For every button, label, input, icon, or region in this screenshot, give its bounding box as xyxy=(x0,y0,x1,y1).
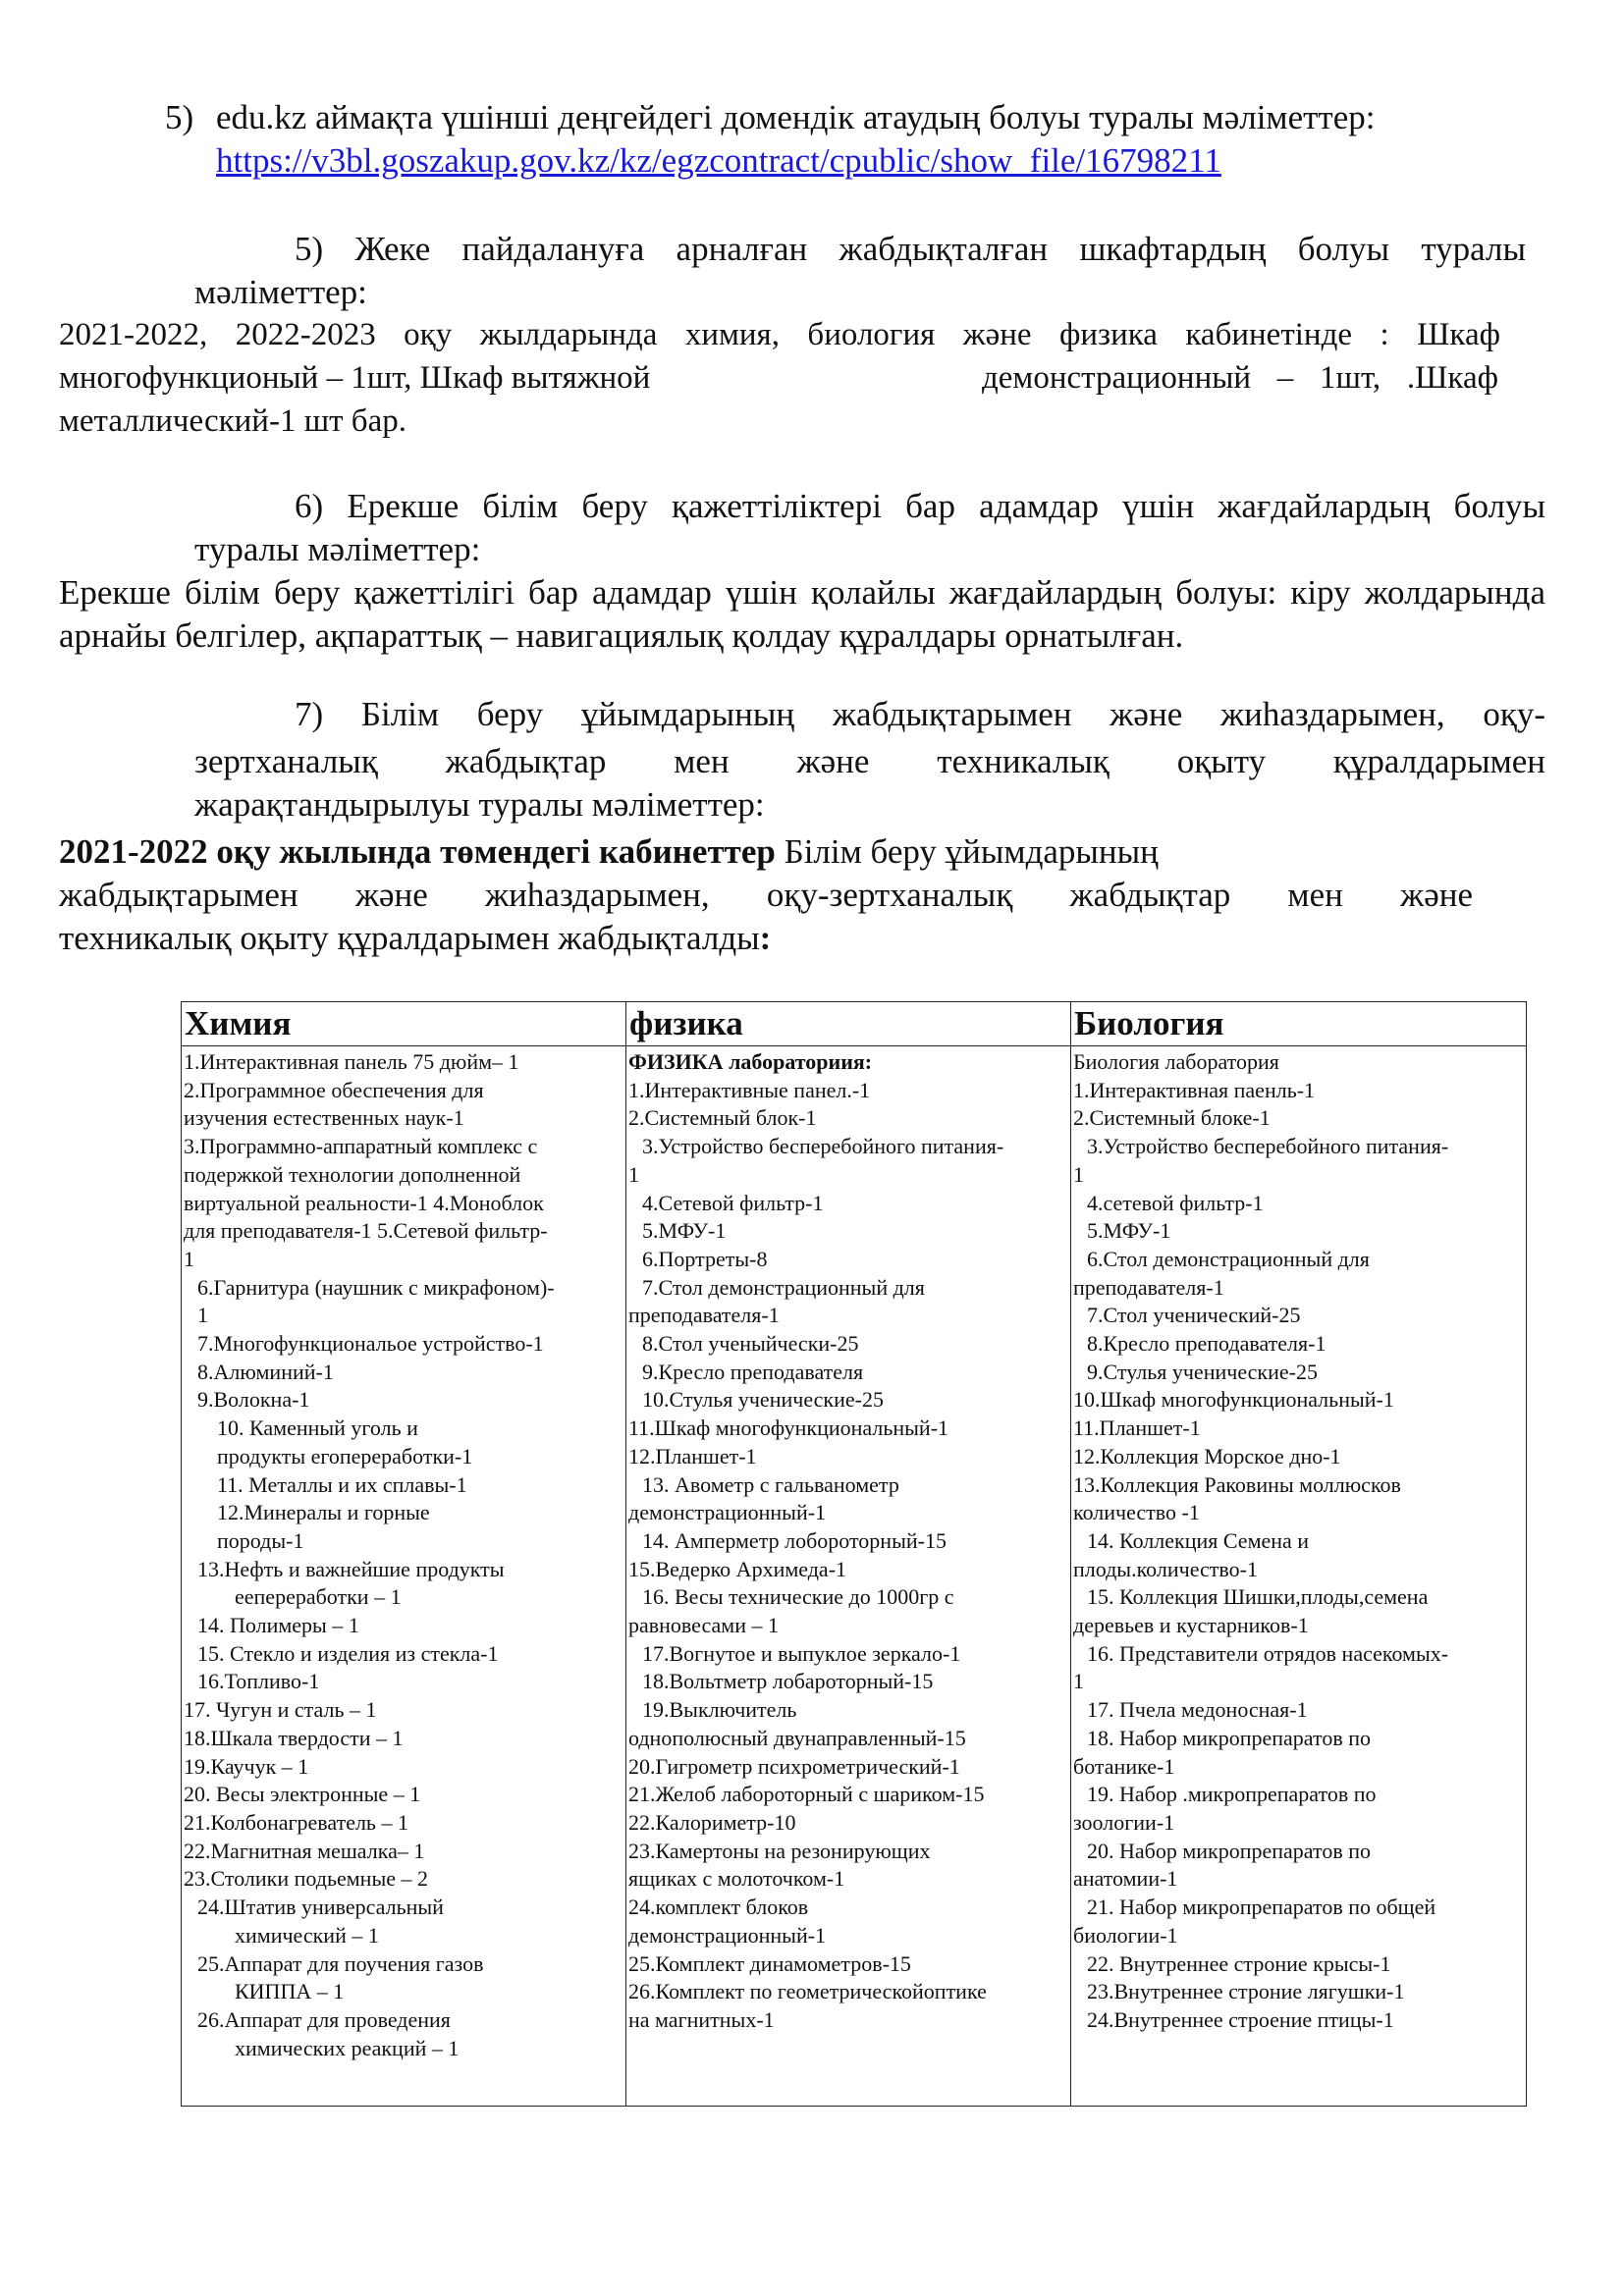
physics-item-line: 1.Интерактивные панел.-1 xyxy=(628,1077,871,1102)
biology-item-line: 11.Планшет-1 xyxy=(1073,1415,1201,1441)
item7-body-line2: жабдықтарымен және жиһаздарымен, оқу-зертханалық жабдықтар мен және xyxy=(59,876,1473,914)
item5b-body-line2b: демонстрационный – 1шт, .Шкаф xyxy=(982,360,1498,396)
physics-item-line: 9.Кресло преподавателя xyxy=(642,1359,864,1384)
biology-item-line: 21. Набор микропрепаратов по общей xyxy=(1087,1895,1436,1920)
item6-heading-line2: туралы мәліметтер: xyxy=(194,530,481,568)
equipment-table xyxy=(181,1001,1527,2107)
chemistry-item-line: 10. Каменный уголь и xyxy=(217,1415,418,1441)
chemistry-item-line: 12.Минералы и горные xyxy=(217,1500,430,1525)
physics-item-line: 6.Портреты-8 xyxy=(642,1246,768,1271)
physics-item-line: ящиках с молоточком-1 xyxy=(628,1866,845,1892)
item7-heading-line3: жарақтандырылуы туралы мәліметтер: xyxy=(194,785,765,824)
physics-item-line: 13. Авометр с гальванометр xyxy=(642,1471,899,1497)
chemistry-item-line: 20. Весы электронные – 1 xyxy=(184,1782,421,1807)
header-chemistry: Химия xyxy=(182,1002,626,1046)
physics-item-line: ФИЗИКА лабораториия: xyxy=(628,1049,873,1074)
chemistry-item-line: 21.Колбонагреватель – 1 xyxy=(184,1809,408,1835)
item6-body-line1: Ерекше білім беру қажеттілігі бар адамдар үшін қолайлы жағдайлардың болуы: кіру жолдарында xyxy=(59,573,1545,612)
physics-column xyxy=(626,1046,1071,2107)
biology-item-line: 13.Коллекция Раковины моллюсков xyxy=(1073,1471,1401,1497)
biology-item-line: 1.Интерактивная паенль-1 xyxy=(1073,1077,1316,1102)
chemistry-item-line: виртуальной реальности-1 4.Моноблок xyxy=(184,1190,544,1215)
chemistry-item-line: 2.Программное обеспечения для xyxy=(184,1077,484,1102)
physics-item-line: 15.Ведерко Архимеда-1 xyxy=(628,1556,847,1581)
physics-item-line: 17.Вогнутое и выпуклое зеркало-1 xyxy=(642,1640,961,1666)
biology-item-line: 24.Внутреннее строение птицы-1 xyxy=(1087,2006,1394,2032)
item6-heading-line1: 6) Ерекше білім беру қажеттіліктері бар адамдар үшін жағдайлардың болуы xyxy=(295,487,1545,525)
item5-text: edu.kz аймақта үшінші деңгейдегі домендік атаудың болуы туралы мәліметтер: xyxy=(216,98,1376,136)
item5b-body-line1: 2021-2022, 2022-2023 оқу жылдарында химия, биология және физика кабинетінде : Шкаф xyxy=(59,317,1500,352)
biology-item-line: 2.Системный блоке-1 xyxy=(1073,1105,1271,1131)
chemistry-item-line: 16.Топливо-1 xyxy=(197,1669,320,1694)
biology-item-line: 12.Коллекция Морское дно-1 xyxy=(1073,1443,1341,1468)
header-physics: физика xyxy=(626,1002,1071,1046)
chemistry-item-line: 1.Интерактивная панель 75 дюйм– 1 xyxy=(184,1049,519,1074)
physics-item-line: 21.Желоб лабороторный с шариком-15 xyxy=(628,1782,985,1807)
chemistry-item-line: 3.Программно-аппаратный комплекс с xyxy=(184,1134,538,1159)
biology-item-line: биологии-1 xyxy=(1073,1922,1178,1948)
biology-item-line: ботанике-1 xyxy=(1073,1753,1175,1779)
table-header-row xyxy=(182,1002,1527,1046)
physics-item-line: 4.Сетевой фильтр-1 xyxy=(642,1190,824,1215)
chemistry-item-line: породы-1 xyxy=(217,1527,304,1553)
biology-item-line: 19. Набор .микропрепаратов по xyxy=(1087,1782,1377,1807)
biology-item-line: 6.Стол демонстрационный для xyxy=(1087,1246,1370,1271)
physics-item-line: равновесами – 1 xyxy=(628,1613,779,1638)
chemistry-item-line: химический – 1 xyxy=(235,1922,379,1948)
chemistry-item-line: для преподавателя-1 5.Сетевой фильтр- xyxy=(184,1218,548,1244)
biology-item-line: 17. Пчела медоносная-1 xyxy=(1087,1697,1308,1723)
physics-item-line: 1 xyxy=(628,1161,639,1187)
table-body-row xyxy=(182,1046,1527,2107)
physics-item-line: 14. Амперметр лобороторный-15 xyxy=(642,1527,947,1553)
biology-item-line: 5.МФУ-1 xyxy=(1087,1218,1171,1244)
biology-item-line: 20. Набор микропрепаратов по xyxy=(1087,1838,1371,1863)
physics-item-line: 16. Весы технические до 1000гр с xyxy=(642,1584,954,1610)
item7-body-line3: техникалық оқыту құралдарымен жабдықталды: xyxy=(59,919,772,957)
chemistry-item-line: продукты егопереработки-1 xyxy=(217,1443,473,1468)
biology-item-line: 10.Шкаф многофункциональный-1 xyxy=(1073,1387,1394,1413)
biology-item-line: 23.Внутреннее строние лягушки-1 xyxy=(1087,1979,1405,2004)
physics-item-line: 3.Устройство бесперебойного питания- xyxy=(642,1134,1004,1159)
item5b-heading-line1: 5) Жеке пайдалануға арналған жабдықталған шкафтардың болуы туралы xyxy=(295,230,1526,268)
chemistry-item-line: 26.Аппарат для проведения xyxy=(197,2006,451,2032)
physics-item-line: 19.Выключитель xyxy=(642,1697,797,1723)
chemistry-item-line: 22.Магнитная мешалка– 1 xyxy=(184,1838,425,1863)
physics-item-line: 10.Стулья ученические-25 xyxy=(642,1387,884,1413)
biology-item-line: 14. Коллекция Семена и xyxy=(1087,1527,1310,1553)
item7-body-bold: 2021-2022 оқу жылында төмендегі кабинеттер xyxy=(59,832,776,871)
physics-item-line: 23.Камертоны на резонирующих xyxy=(628,1838,931,1863)
chemistry-item-line: 1 xyxy=(184,1246,194,1271)
physics-item-line: 24.комплект блоков xyxy=(628,1895,809,1920)
biology-item-line: деревьев и кустарников-1 xyxy=(1073,1613,1309,1638)
item5b-body-line3: металлический-1 шт бар. xyxy=(59,403,406,439)
physics-item-line: 20.Гигрометр психрометрический-1 xyxy=(628,1753,960,1779)
chemistry-item-line: 24.Штатив универсальный xyxy=(197,1895,444,1920)
chemistry-item-line: еепереработки – 1 xyxy=(235,1584,402,1610)
goszakup-link[interactable]: https://v3bl.goszakup.gov.kz/kz/egzcontract/cpublic/show_file/16798211 xyxy=(216,141,1221,180)
chemistry-item-line: 17. Чугун и сталь – 1 xyxy=(184,1697,377,1723)
chemistry-item-line: 15. Стекло и изделия из стекла-1 xyxy=(197,1640,499,1666)
physics-item-line: 25.Комплект динамометров-15 xyxy=(628,1950,911,1976)
biology-item-line: 3.Устройство бесперебойного питания- xyxy=(1087,1134,1449,1159)
physics-item-line: 18.Вольтметр лобароторный-15 xyxy=(642,1669,934,1694)
chemistry-item-line: 23.Столики подьемные – 2 xyxy=(184,1866,429,1892)
item7-heading-line2: зертханалық жабдықтар мен және техникалық оқыту құралдарымен xyxy=(194,742,1545,780)
biology-item-line: 1 xyxy=(1073,1669,1084,1694)
biology-item-line: Биология лаборатория xyxy=(1073,1049,1279,1074)
biology-item-line: зоологии-1 xyxy=(1073,1809,1175,1835)
chemistry-item-line: 18.Шкала твердости – 1 xyxy=(184,1725,404,1750)
physics-item-line: 2.Системный блок-1 xyxy=(628,1105,817,1131)
item7-body-line1-rest: Білім беру ұйымдарының xyxy=(775,832,1159,871)
biology-item-line: плоды.количество-1 xyxy=(1073,1556,1258,1581)
item5-number: 5) xyxy=(165,98,194,136)
chemistry-item-line: 19.Каучук – 1 xyxy=(184,1753,309,1779)
item7-body-line1 xyxy=(59,830,1159,874)
physics-item-line: 5.МФУ-1 xyxy=(642,1218,727,1244)
physics-item-line: демонстрационный-1 xyxy=(628,1922,827,1948)
physics-item-line: 7.Стол демонстрационный для xyxy=(642,1274,925,1300)
chemistry-item-line: 9.Волокна-1 xyxy=(197,1387,310,1413)
biology-item-line: 15. Коллекция Шишки,плоды,семена xyxy=(1087,1584,1429,1610)
biology-item-line: 7.Стол ученический-25 xyxy=(1087,1303,1301,1328)
biology-item-line: 8.Кресло преподавателя-1 xyxy=(1087,1331,1326,1357)
biology-item-line: анатомии-1 xyxy=(1073,1866,1178,1892)
biology-item-line: 16. Представители отрядов насекомых- xyxy=(1087,1640,1449,1666)
chemistry-item-line: химических реакций – 1 xyxy=(235,2035,460,2060)
physics-item-line: 12.Планшет-1 xyxy=(628,1443,757,1468)
chemistry-column xyxy=(182,1046,626,2107)
chemistry-item-line: 13.Нефть и важнейшие продукты xyxy=(197,1556,505,1581)
header-biology: Биология xyxy=(1071,1002,1527,1046)
physics-item-line: однополюсный двунаправленный-15 xyxy=(628,1725,966,1750)
physics-item-line: 26.Комплект по геометрическойоптике xyxy=(628,1979,987,2004)
item7-heading-line1: 7) Білім беру ұйымдарының жабдықтарымен және жиһаздарымен, оқу- xyxy=(295,695,1545,733)
physics-item-line: 8.Стол ученыйчески-25 xyxy=(642,1331,859,1357)
chemistry-item-line: изучения естественных наук-1 xyxy=(184,1105,464,1131)
biology-item-line: 18. Набор микропрепаратов по xyxy=(1087,1725,1371,1750)
chemistry-item-line: 11. Металлы и их сплавы-1 xyxy=(217,1471,467,1497)
biology-item-line: 9.Стулья ученические-25 xyxy=(1087,1359,1318,1384)
physics-item-line: 11.Шкаф многофункциональный-1 xyxy=(628,1415,949,1441)
biology-item-line: 4.сетевой фильтр-1 xyxy=(1087,1190,1264,1215)
physics-item-line: на магнитных-1 xyxy=(628,2006,775,2032)
chemistry-item-line: 1 xyxy=(197,1303,208,1328)
physics-item-line: демонстрационный-1 xyxy=(628,1500,827,1525)
item5b-body-line2a: многофункционый – 1шт, Шкаф вытяжной xyxy=(59,360,651,396)
physics-item-line: 22.Калориметр-10 xyxy=(628,1809,796,1835)
physics-item-line: преподавателя-1 xyxy=(628,1303,780,1328)
chemistry-item-line: 6.Гарнитура (наушник с микрафоном)- xyxy=(197,1274,555,1300)
chemistry-item-line: 7.Многофункциональое устройство-1 xyxy=(197,1331,544,1357)
biology-item-line: преподавателя-1 xyxy=(1073,1274,1224,1300)
chemistry-item-line: 14. Полимеры – 1 xyxy=(197,1613,359,1638)
chemistry-item-line: 25.Аппарат для поучения газов xyxy=(197,1950,484,1976)
chemistry-item-line: КИППА – 1 xyxy=(235,1979,345,2004)
item6-body-line2: арнайы белгілер, ақпараттық – навигациялық қолдау құралдары орнатылған. xyxy=(59,616,1184,655)
biology-column xyxy=(1071,1046,1527,2107)
chemistry-item-line: подержкой технологии дополненной xyxy=(184,1161,521,1187)
biology-item-line: количество -1 xyxy=(1073,1500,1200,1525)
item5b-heading-line2: мәліметтер: xyxy=(194,273,367,311)
biology-item-line: 22. Внутреннее строние крысы-1 xyxy=(1087,1950,1391,1976)
biology-item-line: 1 xyxy=(1073,1161,1084,1187)
chemistry-item-line: 8.Алюминий-1 xyxy=(197,1359,334,1384)
